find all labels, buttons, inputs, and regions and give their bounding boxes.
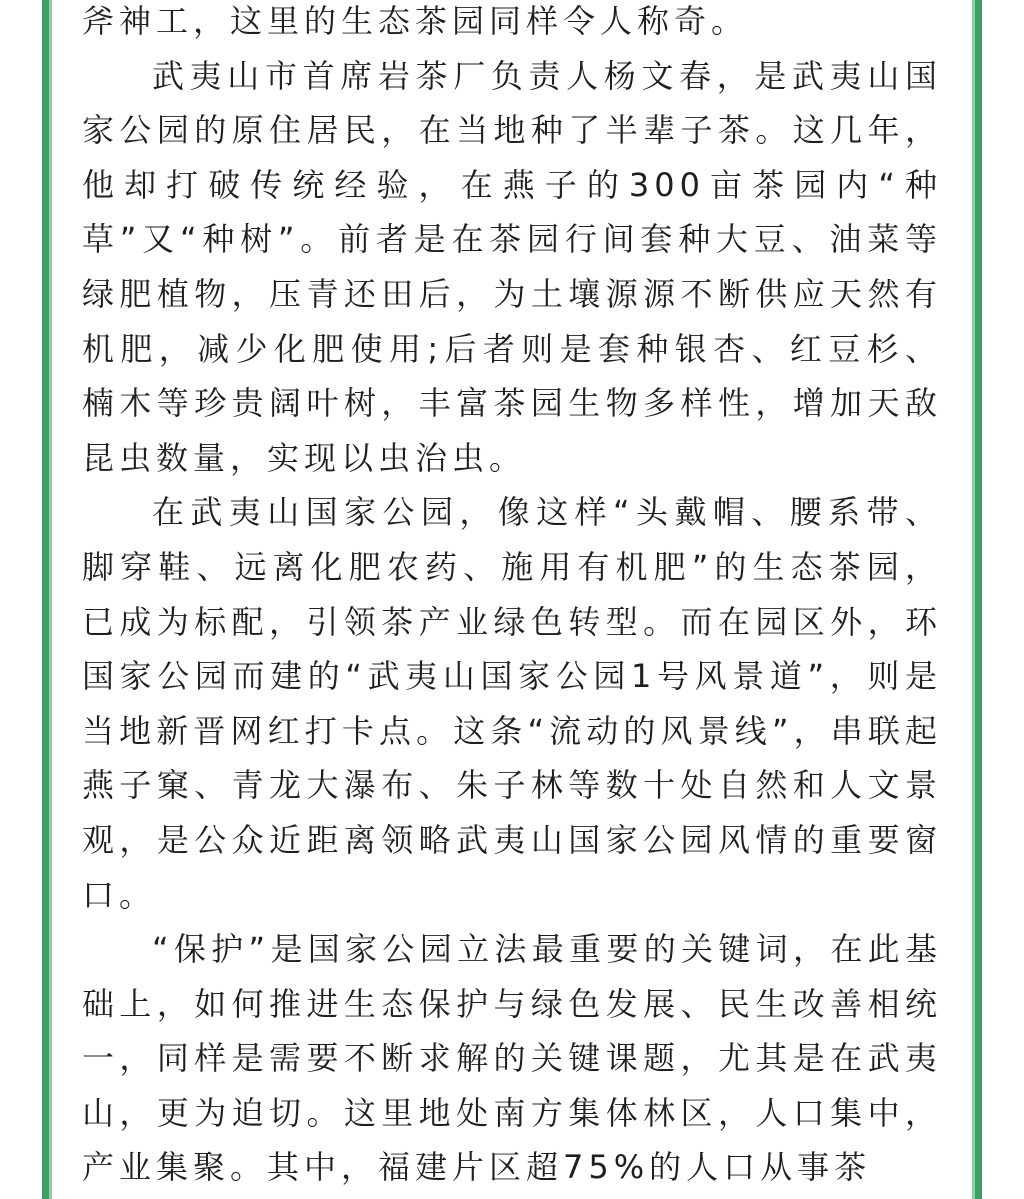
left-frame-border — [42, 0, 49, 1199]
paragraph-3: 在武夷山国家公园，像这样“头戴帽、腰系带、脚穿鞋、远离化肥农药、施用有机肥”的生态茶园，已成为标配，引领茶产业绿色转型。而在园区外，环国家公园而建的“武夷山国家公园1号风景道”，则是当地新晋网红打卡点。这条“流动的风景线”，串联起燕子窠、青龙大瀑布、朱子林等数十处自然和人文景观，是公众近距离领略武夷山国家公园风情的重要窗口。 — [82, 493, 942, 914]
article-body — [82, 0, 942, 1195]
paragraph-2: 武夷山市首席岩茶厂负责人杨文春，是武夷山国家公园的原住居民，在当地种了半辈子茶。这几年，他却打破传统经验，在燕子的300亩茶园内“种草”又“种树”。前者是在茶园行间套种大豆、油菜等绿肥植物，压青还田后，为土壤源源不断供应天然有机肥，减少化肥使用;后者则是套种银杏、红豆杉、楠木等珍贵阔叶树，丰富茶园生物多样性，增加天敌昆虫数量，实现以虫治虫。 — [82, 56, 942, 477]
paragraph-1: 斧神工，这里的生态茶园同样令人称奇。 — [82, 2, 749, 40]
right-frame-border — [975, 0, 982, 1199]
paragraph-4: “保护”是国家公园立法最重要的关键词，在此基础上，如何推进生态保护与绿色发展、民生改善相统一，同样是需要不断求解的关键课题，尤其是在武夷山，更为迫切。这里地处南方集体林区，人口集中，产业集聚。其中，福建片区超75%的人口从事茶 — [82, 930, 942, 1187]
